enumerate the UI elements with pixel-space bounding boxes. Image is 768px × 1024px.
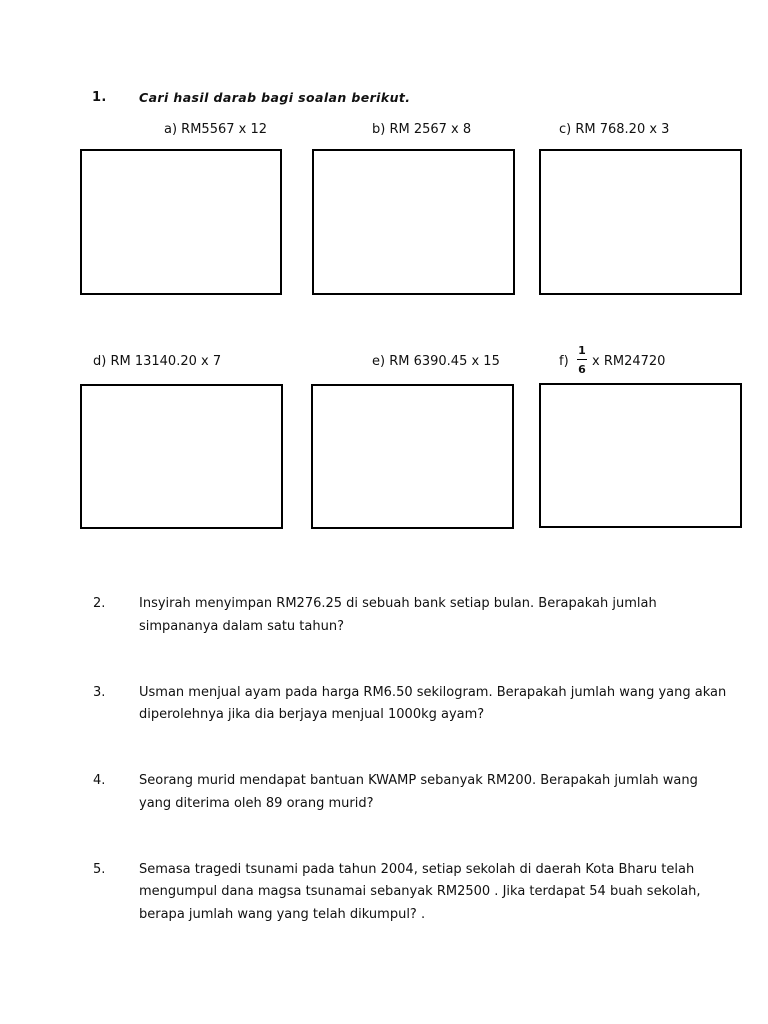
question-1-instruction: Cari hasil darab bagi soalan berikut. xyxy=(139,90,411,105)
answer-box-b[interactable] xyxy=(312,149,515,295)
item-f-prefix: f) xyxy=(559,354,569,369)
question-2-text-line-2: simpananya dalam satu tahun? xyxy=(139,619,344,634)
question-4-text-line-2: yang diterima oleh 89 orang murid? xyxy=(139,796,374,811)
question-4-number: 4. xyxy=(93,773,106,788)
question-5-text-line-1: Semasa tragedi tsunami pada tahun 2004, setiap sekolah di daerah Kota Bharu telah xyxy=(139,862,695,877)
question-5-text-line-2: mengumpul dana magsa tsunamai sebanyak RM2500 . Jika terdapat 54 buah sekolah, xyxy=(139,884,701,899)
fraction-bar xyxy=(577,359,587,360)
answer-box-a[interactable] xyxy=(80,149,282,295)
question-4-text-line-1: Seorang murid mendapat bantuan KWAMP sebanyak RM200. Berapakah jumlah wang xyxy=(139,773,698,788)
item-a-label: a) RM5567 x 12 xyxy=(164,122,268,137)
question-5-text-line-3: berapa jumlah wang yang telah dikumpul? . xyxy=(139,907,426,922)
question-3-text-line-2: diperolehnya jika dia berjaya menjual 1000kg ayam? xyxy=(139,707,485,722)
fraction-numerator: 1 xyxy=(578,344,586,357)
answer-box-d[interactable] xyxy=(80,384,283,529)
question-5-number: 5. xyxy=(93,862,106,877)
item-c-label: c) RM 768.20 x 3 xyxy=(559,122,670,137)
question-3-number: 3. xyxy=(93,685,106,700)
fraction-denominator: 6 xyxy=(578,363,586,376)
item-b-label: b) RM 2567 x 8 xyxy=(372,122,472,137)
answer-box-e[interactable] xyxy=(311,384,514,529)
item-d-label: d) RM 13140.20 x 7 xyxy=(93,354,222,369)
item-f-suffix: x RM24720 xyxy=(592,354,666,369)
answer-box-f[interactable] xyxy=(539,383,742,528)
question-1-number: 1. xyxy=(92,90,107,105)
question-2-number: 2. xyxy=(93,596,106,611)
answer-box-c[interactable] xyxy=(539,149,742,295)
question-2-text-line-1: Insyirah menyimpan RM276.25 di sebuah bank setiap bulan. Berapakah jumlah xyxy=(139,596,657,611)
item-e-label: e) RM 6390.45 x 15 xyxy=(372,354,500,369)
question-3-text-line-1: Usman menjual ayam pada harga RM6.50 sekilogram. Berapakah jumlah wang yang akan xyxy=(139,685,727,700)
